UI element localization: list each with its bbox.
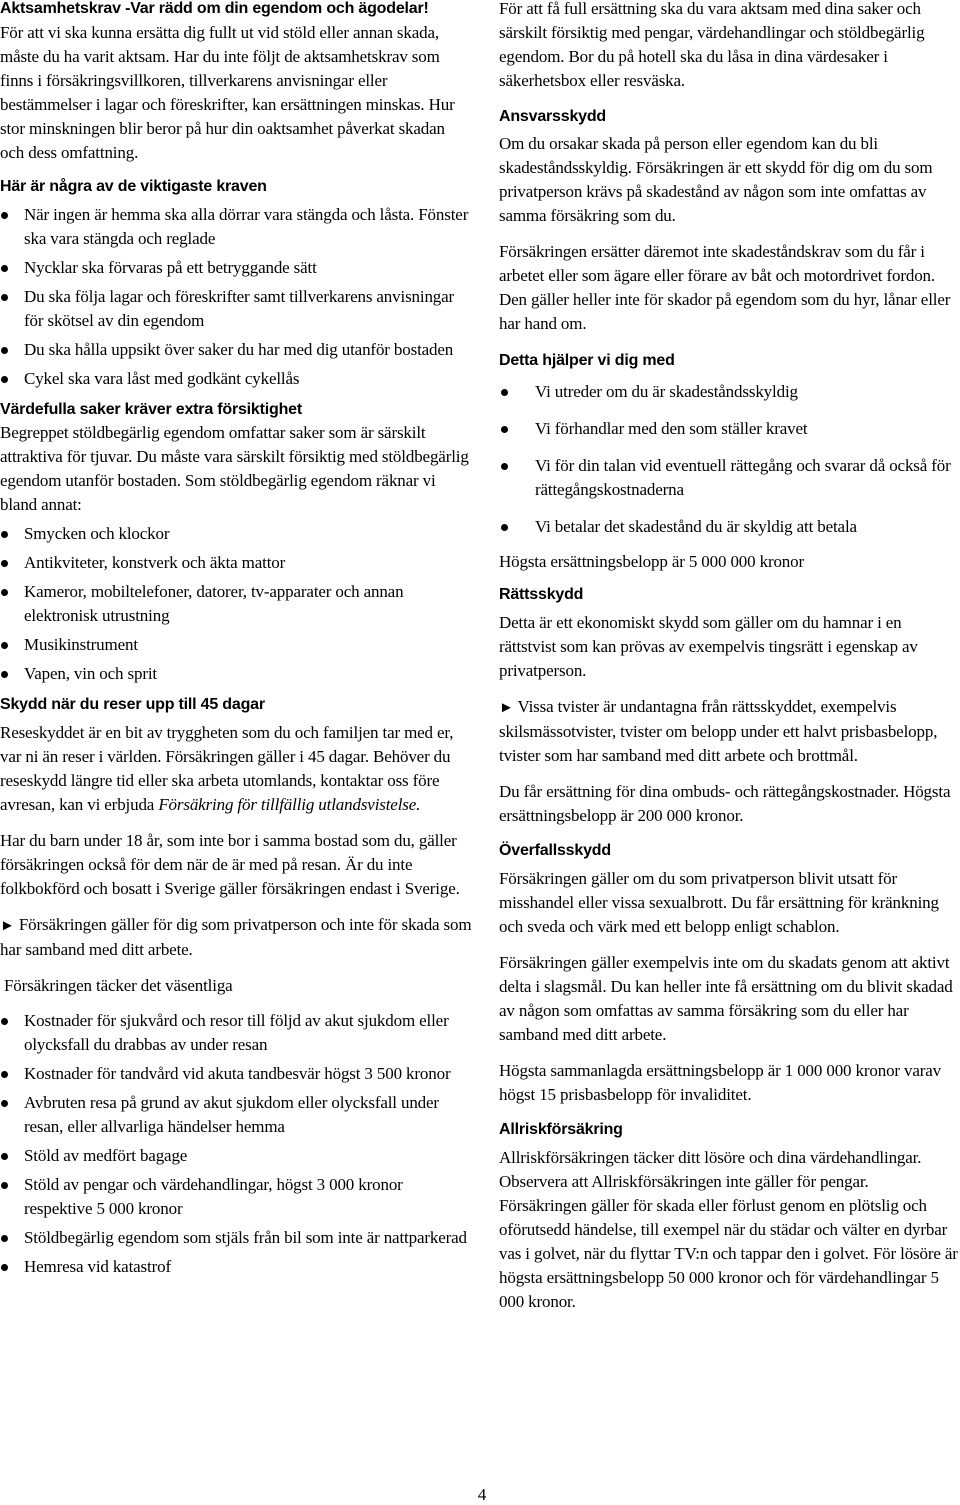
list-item: Antikviteter, konstverk och äkta mattor [0, 551, 472, 575]
heading-overfallsskydd: Överfallsskydd [499, 842, 611, 859]
list-item: Du ska hålla uppsikt över saker du har med dig utanför bostaden [0, 338, 472, 362]
list-reseskydd [0, 1009, 472, 1279]
heading-rattsskydd: Rättsskydd [499, 586, 584, 603]
bullet-icon [1, 265, 8, 272]
bullet-icon [1, 1100, 8, 1107]
list-item: Kameror, mobiltelefoner, datorer, tv-apparater och annan elektronisk utrustning [0, 580, 472, 628]
list-item: Avbruten resa på grund av akut sjukdom eller olycksfall under resan, eller allvarliga händelser hemma [0, 1091, 472, 1139]
list-item: Nycklar ska förvaras på ett betryggande sätt [0, 256, 472, 280]
list-item: Stöld av pengar och värdehandlingar, högst 3 000 kronor respektive 5 000 kronor [0, 1173, 472, 1221]
heading-vardefulla-saker: Värdefulla saker kräver extra försiktighet [0, 401, 302, 418]
list-item: Vi betalar det skadestånd du är skyldig att betala [499, 515, 960, 539]
paragraph-overfallsskydd-1: Försäkringen gäller om du som privatperson blivit utsatt för misshandel eller vissa sexualbrott. Du får ersättning för kränkning och sveda och värk med ett belopp enligt schablon. [499, 869, 939, 936]
list-item: Stöldbegärlig egendom som stjäls från bil som inte är nattparkerad [0, 1226, 472, 1250]
bullet-icon [501, 524, 508, 531]
list-item: Smycken och klockor [0, 522, 472, 546]
bullet-icon [501, 426, 508, 433]
list-item: Vi för din talan vid eventuell rättegång och svarar då också för rättegångskostnaderna [499, 454, 960, 502]
arrow-right-icon: ► [499, 700, 514, 716]
heading-aktsamhetskrav: Aktsamhetskrav -Var rädd om din egendom och ägodelar! [0, 0, 429, 17]
heading-viktigaste-kraven: Här är några av de viktigaste kraven [0, 178, 267, 195]
paragraph-hogsta-belopp: Högsta ersättningsbelopp är 5 000 000 kronor [499, 552, 805, 571]
paragraph-rattsskydd-3: Du får ersättning för dina ombuds- och rättegångskostnader. Högsta ersättningsbelopp är 200 000 kronor. [499, 782, 951, 825]
heading-ansvarsskydd: Ansvarsskydd [499, 108, 606, 125]
heading-skydd-resor: Skydd när du reser upp till 45 dagar [0, 696, 265, 713]
paragraph-barn: Har du barn under 18 år, som inte bor i samma bostad som du, gäller försäkringen också för dem när de är med på resan. Är du inte folkbokförd och bosatt i Sverige gäller försäkringen endast i Sverige. [0, 831, 460, 898]
paragraph-tacker-intro: Försäkringen täcker det väsentliga [4, 976, 233, 995]
left-column [0, 0, 472, 1279]
bullet-icon [1, 1264, 8, 1271]
list-item: Musikinstrument [0, 633, 472, 657]
page-number: 4 [477, 1485, 487, 1504]
bullet-icon [1, 1071, 8, 1078]
paragraph-reseskydd: Reseskyddet är en bit av tryggheten som du och familjen tar med er, var ni än reser i världen. Försäkringen gäller i 45 dagar. Behöver du reseskydd längre tid eller ska arbeta utomlands, kontaktar oss före avresan, kan vi erbjuda Försäkring för tillfällig utlandsvistelse. [0, 723, 454, 814]
paragraph-overfallsskydd-3: Högsta sammanlagda ersättningsbelopp är 1 000 000 kronor varav högst 15 prisbasbelopp för invaliditet. [499, 1061, 942, 1104]
list-item: Du ska följa lagar och föreskrifter samt tillverkarens anvisningar för skötsel av din egendom [0, 285, 472, 333]
bullet-icon [1, 294, 8, 301]
list-item: Cykel ska vara låst med godkänt cykellås [0, 367, 472, 391]
bullet-icon [1, 560, 8, 567]
paragraph-rattsskydd-2: ► Vissa tvister är undantagna från rättsskyddet, exempelvis skilsmässotvister, tvister om belopp under ett halvt prisbasbelopp, tvister som har samband med ditt arbete och brottmål. [499, 697, 938, 765]
paragraph-overfallsskydd-2: Försäkringen gäller exempelvis inte om du skadats genom att aktivt delta i slagsmål. Du kan heller inte få ersättning om du blivit skadad av någon som omfattas av samma försäkring som du eller har samband med ditt arbete. [499, 953, 953, 1044]
bullet-icon [1, 642, 8, 649]
bullet-icon [1, 589, 8, 596]
list-item: Stöld av medfört bagage [0, 1144, 472, 1168]
bullet-icon [1, 212, 8, 219]
list-item: Vapen, vin och sprit [0, 662, 472, 686]
paragraph-aktsamhet: För att vi ska kunna ersätta dig fullt ut vid stöld eller annan skada, måste du ha varit aktsam. Har du inte följt de aktsamhetskrav som finns i försäkringsvillkoren, tillverkarens anvisningar eller bestämmelser i lagar och föreskrifter, kan ersättningen minskas. Hur stor minskningen blir beror på hur din oaktsamhet påverkat skadan och dess omfattning. [0, 23, 455, 162]
heading-allriskforsakring: Allriskförsäkring [499, 1121, 623, 1138]
bullet-icon [1, 531, 8, 538]
list-krav [0, 203, 472, 391]
bullet-icon [1, 1235, 8, 1242]
paragraph-privatperson: ► Försäkringen gäller för dig som privatperson och inte för skada som har samband med ditt arbete. [0, 915, 472, 959]
list-item: Kostnader för sjukvård och resor till följd av akut sjukdom eller olycksfall du drabbas av under resan [0, 1009, 472, 1057]
right-column [499, 0, 960, 1314]
bullet-icon [1, 1018, 8, 1025]
paragraph-rattsskydd-1: Detta är ett ekonomiskt skydd som gäller om du hamnar i en rättstvist som kan prövas av exempelvis tingsrätt i egenskap av privatperson. [499, 613, 918, 680]
list-item: När ingen är hemma ska alla dörrar vara stängda och låsta. Fönster ska vara stängda och reglade [0, 203, 472, 251]
paragraph-full-ersattning: För att få full ersättning ska du vara aktsam med dina saker och särskilt försiktig med pengar, värdehandlingar och stöldbegärlig egendom. Bor du på hotell ska du låsa in dina värdesaker i säkerhetsbox eller resväska. [499, 0, 925, 90]
bullet-icon [1, 347, 8, 354]
heading-hjalper-vi: Detta hjälper vi dig med [499, 352, 675, 369]
bullet-icon [501, 463, 508, 470]
bullet-icon [501, 389, 508, 396]
list-item: Vi förhandlar med den som ställer kravet [499, 417, 960, 441]
list-item: Kostnader för tandvård vid akuta tandbesvär högst 3 500 kronor [0, 1062, 472, 1086]
paragraph-stoldbegarlig: Begreppet stöldbegärlig egendom omfattar saker som är särskilt attraktiva för tjuvar. Du måste vara särskilt försiktig med stöldbegärlig egendom utanför bostaden. Som stöldbegärlig egendom räknar vi bland annat: [0, 423, 469, 514]
arrow-right-icon: ► [0, 918, 15, 934]
bullet-icon [1, 1153, 8, 1160]
bullet-icon [1, 376, 8, 383]
list-item: Vi utreder om du är skadeståndsskyldig [499, 380, 960, 404]
list-item: Hemresa vid katastrof [0, 1255, 472, 1279]
bullet-icon [1, 1182, 8, 1189]
list-hjalp [499, 380, 960, 539]
list-stoldbegarlig [0, 522, 472, 686]
paragraph-ansvarsskydd-1: Om du orsakar skada på person eller egendom kan du bli skadeståndsskyldig. Försäkringen är ett skydd för dig om du som privatperson krävs på skadestånd av någon som inte omfattas av samma försäkring som du. [499, 134, 933, 225]
bullet-icon [1, 671, 8, 678]
paragraph-ansvarsskydd-2: Försäkringen ersätter däremot inte skadeståndskrav som du får i arbetet eller som ägare eller förare av båt och motordrivet fordon. Den gäller heller inte för skador på egendom som du hyr, lånar eller har hand om. [499, 242, 951, 333]
paragraph-allrisk: Allriskförsäkringen täcker ditt lösöre och dina värdehandlingar. Observera att Allriskförsäkringen inte gäller för pengar. Försäkringen gäller för skada eller förlust genom en plötslig och oförutsedd händelse, till exempel när du städar och välter en dyrbar vas i golvet, när du flyttar TV:n och tappar den i golvet. För lösöre är högsta ersättningsbelopp 50 000 kronor och för värdehandlingar 5 000 kronor. [499, 1148, 958, 1311]
